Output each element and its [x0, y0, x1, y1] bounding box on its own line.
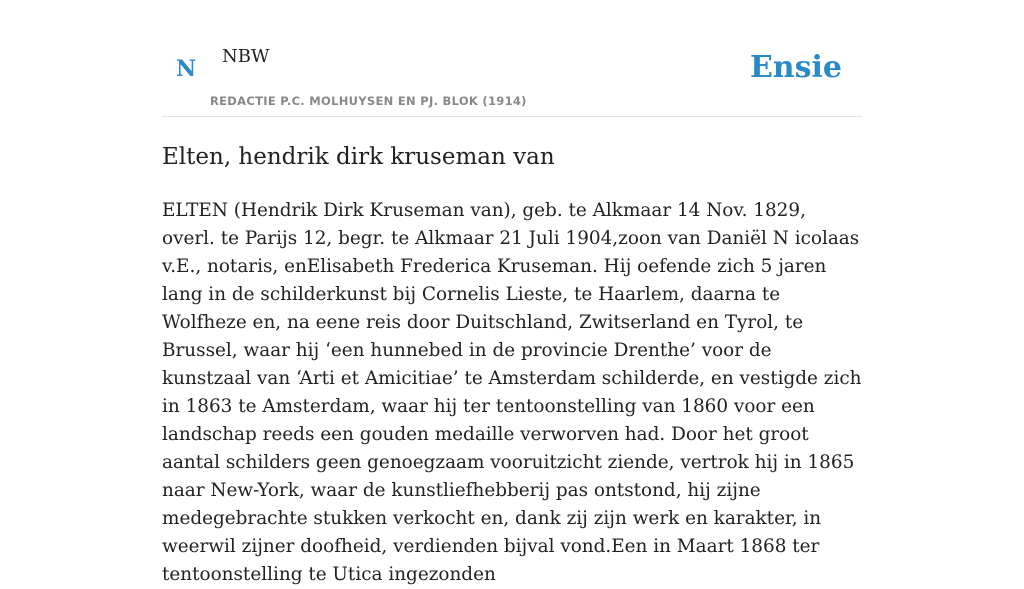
brand-logo[interactable]: Ensie [749, 50, 842, 85]
source-header [162, 0, 862, 117]
source-logo-icon[interactable]: N [176, 56, 197, 82]
source-subtitle: REDACTIE P.C. MOLHUYSEN EN PJ. BLOK (1914) [210, 94, 527, 108]
article-title: Elten, hendrik dirk kruseman van [162, 144, 555, 170]
article-body: ELTEN (Hendrik Dirk Kruseman van), geb. te Alkmaar 14 Nov. 1829, overl. te Parijs 12, begr. te Alkmaar 21 Juli 1904,zoon van Daniël N icolaas v.E., notaris, enElisabeth Frederica Kruseman. Hij oefende zich 5 jaren lang in de schilderkunst bij Cornelis Lieste, te Haarlem, daarna te Wolfheze en, na eene reis door Duitschland, Zwitserland en Tyrol, te Brussel, waar hij ‘een hunnebed in de provincie Drenthe’ voor de kunstzaal van ‘Arti et Amicitiae’ te Amsterdam schilderde, en vestigde zich in 1863 te Amsterdam, waar hij ter tentoonstelling van 1860 voor een landschap reeds een gouden medaille verworven had. Door het groot aantal schilders geen genoegzaam vooruitzicht ziende, vertrok hij in 1865 naar New-York, waar de kunstliefhebberij pas ontstond, hij zijne medegebrachte stukken verkocht en, dank zij zijn werk en karakter, in weerwil zijner doofheid, verdienden bijval vond.Een in Maart 1868 ter tentoonstelling te Utica ingezonden [162, 200, 862, 585]
source-name[interactable]: NBW [222, 46, 270, 67]
page [162, 0, 862, 589]
